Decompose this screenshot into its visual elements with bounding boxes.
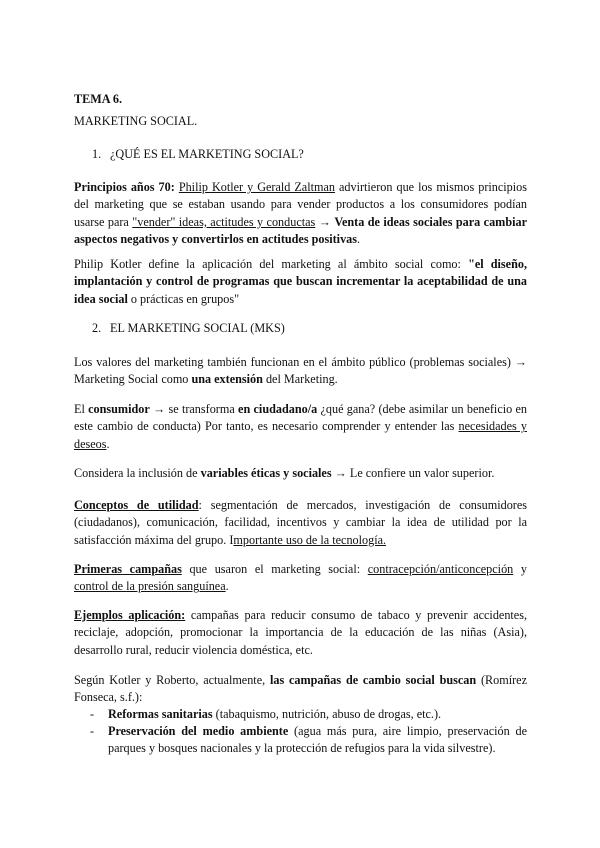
paragraph-considera (74, 465, 527, 482)
primeras-end: . (225, 579, 229, 594)
section-1-number: 1. (92, 147, 102, 161)
ejemplos-text: campañas para reducir consumo de tabaco y prevenir accidentes, reciclaje, adopción, promocionar la importancia de la educación de las niñas (Asia), desarrollo rural, reducir violencia doméstica, etc. (74, 608, 527, 657)
principios-quote: "vender" ideas, actitudes y conductas (132, 214, 316, 229)
consumidor-end: . (106, 436, 110, 451)
valores-text: Los valores del marketing también funcionan en el ámbito público (problemas sociales) → Marketing Social como (74, 355, 527, 387)
conceptos-text: : segmentación de mercados, investigación de consumidores (ciudadanos), comunicación, facilidad, incentivos y cambiar la idea de utilidad por la satisfacción máxima del grupo. I (74, 498, 528, 547)
section-1-title: ¿QUÉ ES EL MARKETING SOCIAL? (110, 147, 304, 161)
paragraph-valores (74, 354, 527, 389)
consumidor-bold-1: consumidor (88, 402, 150, 416)
paragraph-segun (74, 672, 527, 707)
considera-text: Considera la inclusión de (74, 466, 201, 480)
segun-bold: las campañas de cambio social buscan (269, 673, 477, 687)
primeras-text-2: y (513, 562, 527, 576)
paragraph-consumidor (74, 401, 527, 453)
consumidor-text-3: ¿qué gana? (debe asimilar un beneficio en este cambio de conducta) Por tanto, es necesario comprender y entender las (74, 402, 527, 434)
bullet-dash: - (90, 724, 95, 738)
consumidor-text-2: → se transforma (149, 402, 239, 416)
bullet-bold: Preservación del medio ambiente (108, 724, 289, 738)
bullet-bold: Reformas sanitarias (108, 707, 213, 721)
paragraph-conceptos (74, 497, 527, 549)
segun-text: Según Kotler y Roberto, actualmente, (74, 673, 270, 687)
segun-end: (Romírez Fonseca, s.f.): (74, 673, 527, 705)
ejemplos-lead: Ejemplos aplicación: (74, 608, 186, 622)
considera-end: → Le confiere un valor superior. (331, 466, 495, 480)
primeras-text-1: que usaron el marketing social: (181, 562, 368, 576)
section-2-title: EL MARKETING SOCIAL (MKS) (110, 321, 285, 335)
primeras-underline-1: contracepción/anticoncepción (367, 562, 514, 576)
bullet-dash: - (90, 707, 95, 721)
primeras-lead: Primeras campañas (74, 562, 182, 576)
principios-bold-end: Venta de ideas sociales para cambiar aspectos negativos y convertirlos en actitudes positivas (74, 214, 527, 247)
consumidor-bold-2: en ciudadano/a (238, 402, 318, 416)
principios-text: advirtieron que los mismos principios del marketing que se estaban usando para vender productos a los consumidores podían usarse para (74, 180, 527, 229)
valores-end: del Marketing. (262, 372, 338, 387)
section-1-heading (92, 146, 545, 163)
paragraph-ejemplos (74, 607, 527, 659)
bullet-item (108, 723, 527, 758)
kotler-bold-quote: "el diseño, implantación y control de programas que buscan incrementar la aceptabilidad de una idea social (74, 257, 528, 306)
bullet-text: (agua más pura, aire limpio, preservación de parques y bosques nacionales y la protección de refugios para la vida silvestre). (108, 724, 528, 756)
section-2-number: 2. (92, 321, 102, 335)
kotler-text: Philip Kotler define la aplicación del marketing al ámbito social como: (74, 257, 469, 271)
tema-heading: TEMA 6. (74, 92, 123, 106)
conceptos-lead: Conceptos de utilidad (74, 498, 199, 512)
subject-heading: MARKETING SOCIAL. (74, 114, 198, 128)
conceptos-underline: mportante uso de la tecnología. (233, 532, 387, 547)
paragraph-primeras (74, 561, 527, 596)
bullet-text: (tabaquismo, nutrición, abuso de drogas, etc.). (212, 707, 442, 721)
paragraph-kotler-define (74, 256, 527, 308)
principios-end: . (357, 232, 361, 247)
valores-bold: una extensión (191, 372, 263, 387)
consumidor-underline: necesidades y deseos (74, 419, 527, 451)
consumidor-text-1: El (74, 402, 89, 416)
principios-arrow: → (315, 214, 335, 229)
principios-authors: Philip Kotler y Gerald Zaltman (178, 180, 335, 194)
primeras-underline-2: control de la presión sanguínea (74, 579, 226, 594)
kotler-end: o prácticas en grupos" (127, 291, 240, 306)
paragraph-principios (74, 179, 527, 249)
section-2-heading (92, 320, 545, 337)
bullet-item (108, 706, 527, 723)
considera-bold: variables éticas y sociales (200, 466, 332, 480)
principios-lead: Principios años 70: (74, 180, 175, 194)
